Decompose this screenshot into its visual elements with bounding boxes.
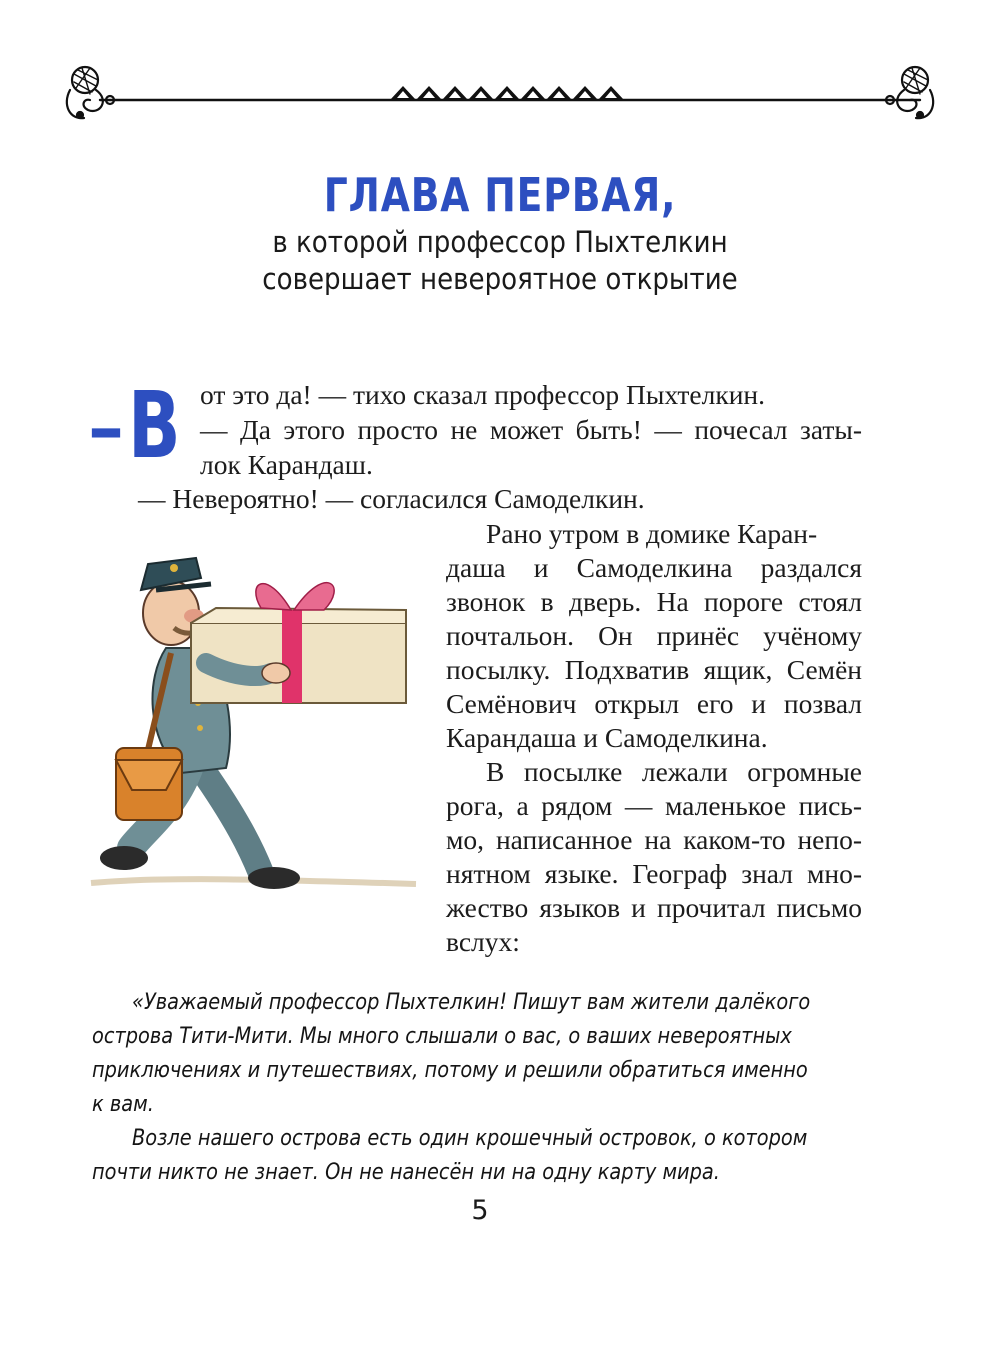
body-line: жество языков и прочитал письмо	[446, 892, 862, 923]
body-line: посылку. Подхватив ящик, Семён	[446, 654, 862, 685]
body-line: даша и Самоделкина раздался	[446, 552, 862, 583]
body-line: Семёнович открыл его и позвал	[446, 688, 862, 719]
page-number: 5	[471, 1195, 489, 1226]
body-line: лок Карандаш.	[200, 449, 373, 480]
drop-cap	[88, 372, 198, 479]
drop-cap-letter: В	[128, 372, 181, 479]
body-line: — Да этого просто не может быть! — почесал заты-	[200, 414, 862, 445]
letter-line: почти никто не знает. Он не нанесён ни на одну карту мира.	[92, 1159, 720, 1185]
letter-line: к вам.	[92, 1091, 154, 1117]
body-line: нятном языке. Географ знал мно-	[446, 858, 862, 889]
body-line: мо, написанное на каком-то непо-	[446, 824, 862, 855]
body-line: Карандаша и Самоделкина.	[446, 722, 768, 753]
chapter-subtitle-line-2: совершает невероятное открытие	[262, 262, 738, 296]
letter-line: Возле нашего острова есть один крошечный островок, о котором	[132, 1125, 808, 1151]
body-line: вслух:	[446, 926, 520, 957]
letter-line: приключениях и путешествиях, потому и решили обратиться именно	[92, 1057, 808, 1083]
body-line: — Невероятно! — согласился Самоделкин.	[138, 483, 645, 514]
postman-illustration	[86, 528, 426, 898]
body-line: рога, а рядом — маленькое пись-	[446, 790, 862, 821]
body-line: звонок в дверь. На пороге стоял	[446, 586, 862, 617]
body-line: почтальон. Он принёс учёному	[446, 620, 862, 651]
decorative-ornament	[60, 60, 940, 140]
chapter-subtitle-line-1: в которой профессор Пыхтелкин	[272, 225, 728, 259]
letter-line: острова Тити-Мити. Мы много слышали о вас, о ваших невероятных	[92, 1023, 792, 1049]
body-line: от это да! — тихо сказал профессор Пыхтелкин.	[200, 379, 766, 410]
body-line: Рано утром в домике Каран-	[486, 518, 818, 549]
letter-line: «Уважаемый профессор Пыхтелкин! Пишут вам жители далёкого	[132, 989, 811, 1015]
chapter-title: ГЛАВА ПЕРВАЯ,	[323, 168, 677, 222]
body-line: В посылке лежали огромные	[486, 756, 862, 787]
drop-cap-dash: –	[88, 386, 124, 470]
